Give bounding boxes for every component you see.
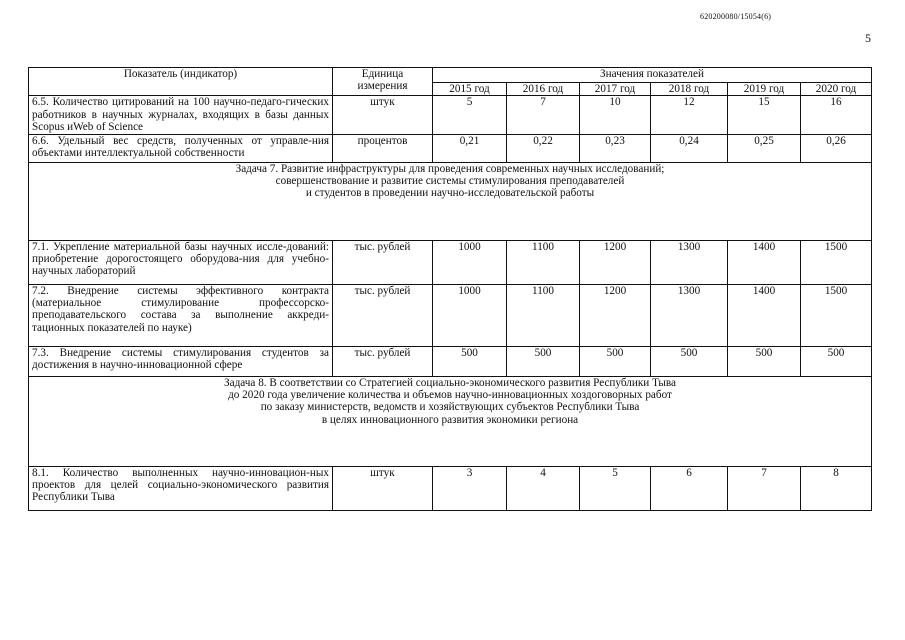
header-year: 2020 год [801,83,872,96]
header-year: 2015 год [433,83,507,96]
table-row [29,346,872,376]
row-value: 1400 [728,240,801,284]
row-value: 1300 [651,284,728,346]
row-indicator: 7.1. Укрепление материальной базы научных иссле-дований: приобретение дорогостоящего оборудова-ния для учебно-научных лабораторий [29,240,333,284]
row-value: 1000 [433,284,507,346]
row-indicator: 7.2. Внедрение системы эффективного контракта (материальное стимулирование профессорско-преподавательского состава за выполнение аккреди-тационных показателей по науке) [29,284,333,346]
row-value: 5 [580,466,651,510]
row-value: 1500 [801,240,872,284]
row-value: 500 [580,346,651,376]
row-value: 16 [801,96,872,134]
row-value: 0,24 [651,134,728,162]
row-value: 12 [651,96,728,134]
header-values: Значения показателей [433,68,872,83]
row-value: 0,21 [433,134,507,162]
document-code: 620200080/15054(6) [700,12,772,21]
row-value: 500 [433,346,507,376]
row-value: 7 [728,466,801,510]
page-number: 5 [865,31,871,45]
header-indicator: Показатель (индикатор) [29,68,333,96]
header-year: 2016 год [507,83,580,96]
row-value: 1200 [580,284,651,346]
task-7-heading [29,162,872,240]
row-value: 3 [433,466,507,510]
table-row [29,466,872,510]
task-line: совершенствование и развитие системы стимулирования преподавателей [275,175,625,188]
row-value: 1000 [433,240,507,284]
row-indicator: 8.1. Количество выполненных научно-инновацион-ных проектов для целей социально-экономического развития Республики Тыва [29,466,333,510]
header-year: 2019 год [728,83,801,96]
row-value: 4 [507,466,580,510]
row-value: 1100 [507,284,580,346]
indicators-table [28,67,872,511]
row-value: 7 [507,96,580,134]
row-value: 0,25 [728,134,801,162]
row-unit: штук [333,466,433,510]
row-value: 8 [801,466,872,510]
row-value: 5 [433,96,507,134]
header-year: 2017 год [580,83,651,96]
header-unit-line1: Единица [361,68,404,80]
row-value: 0,23 [580,134,651,162]
task-line: Задача 8. В соответствии со Стратегией социально-экономического развития Республики Тыва [224,376,676,389]
table-row [29,284,872,346]
table-header [29,68,872,96]
row-value: 500 [651,346,728,376]
task-row [29,162,872,240]
row-indicator: 6.5. Количество цитирований на 100 научно-педаго-гических работников в научных журналах, входящих в базы данных Scopus иWeb of Science [29,96,333,134]
row-unit: тыс. рублей [333,284,433,346]
row-value: 1100 [507,240,580,284]
row-value: 1500 [801,284,872,346]
table-row [29,240,872,284]
row-unit: тыс. рублей [333,240,433,284]
task-line: до 2020 года увеличение количества и объемов научно-инновационных хоздоговорных работ [228,389,672,402]
row-value: 6 [651,466,728,510]
task-line: по заказу министерств, ведомств и хозяйствующих субъектов Республики Тыва [260,401,640,414]
table-row [29,96,872,134]
row-unit: процентов [333,134,433,162]
table-row [29,134,872,162]
row-unit: тыс. рублей [333,346,433,376]
row-value: 1300 [651,240,728,284]
row-value: 15 [728,96,801,134]
row-value: 500 [507,346,580,376]
row-value: 1400 [728,284,801,346]
row-unit: штук [333,96,433,134]
row-value: 0,26 [801,134,872,162]
row-indicator: 7.3. Внедрение системы стимулирования студентов за достижения в научно-инновационной сфере [29,346,333,376]
row-value: 500 [801,346,872,376]
task-row [29,376,872,466]
row-indicator: 6.6. Удельный вес средств, полученных от управле-ния объектами интеллектуальной собственности [29,134,333,162]
header-year: 2018 год [651,83,728,96]
row-value: 10 [580,96,651,134]
header-unit [333,68,433,96]
task-8-heading [29,376,872,466]
task-line: и студентов в проведении научно-исследовательской работы [305,187,595,200]
row-value: 1200 [580,240,651,284]
header-unit-line2: измерения [357,80,408,93]
task-line: Задача 7. Развитие инфраструктуры для проведения современных научных исследований; [235,162,665,175]
row-value: 500 [728,346,801,376]
task-line: в целях инновационного развития экономики региона [321,413,579,426]
row-value: 0,22 [507,134,580,162]
